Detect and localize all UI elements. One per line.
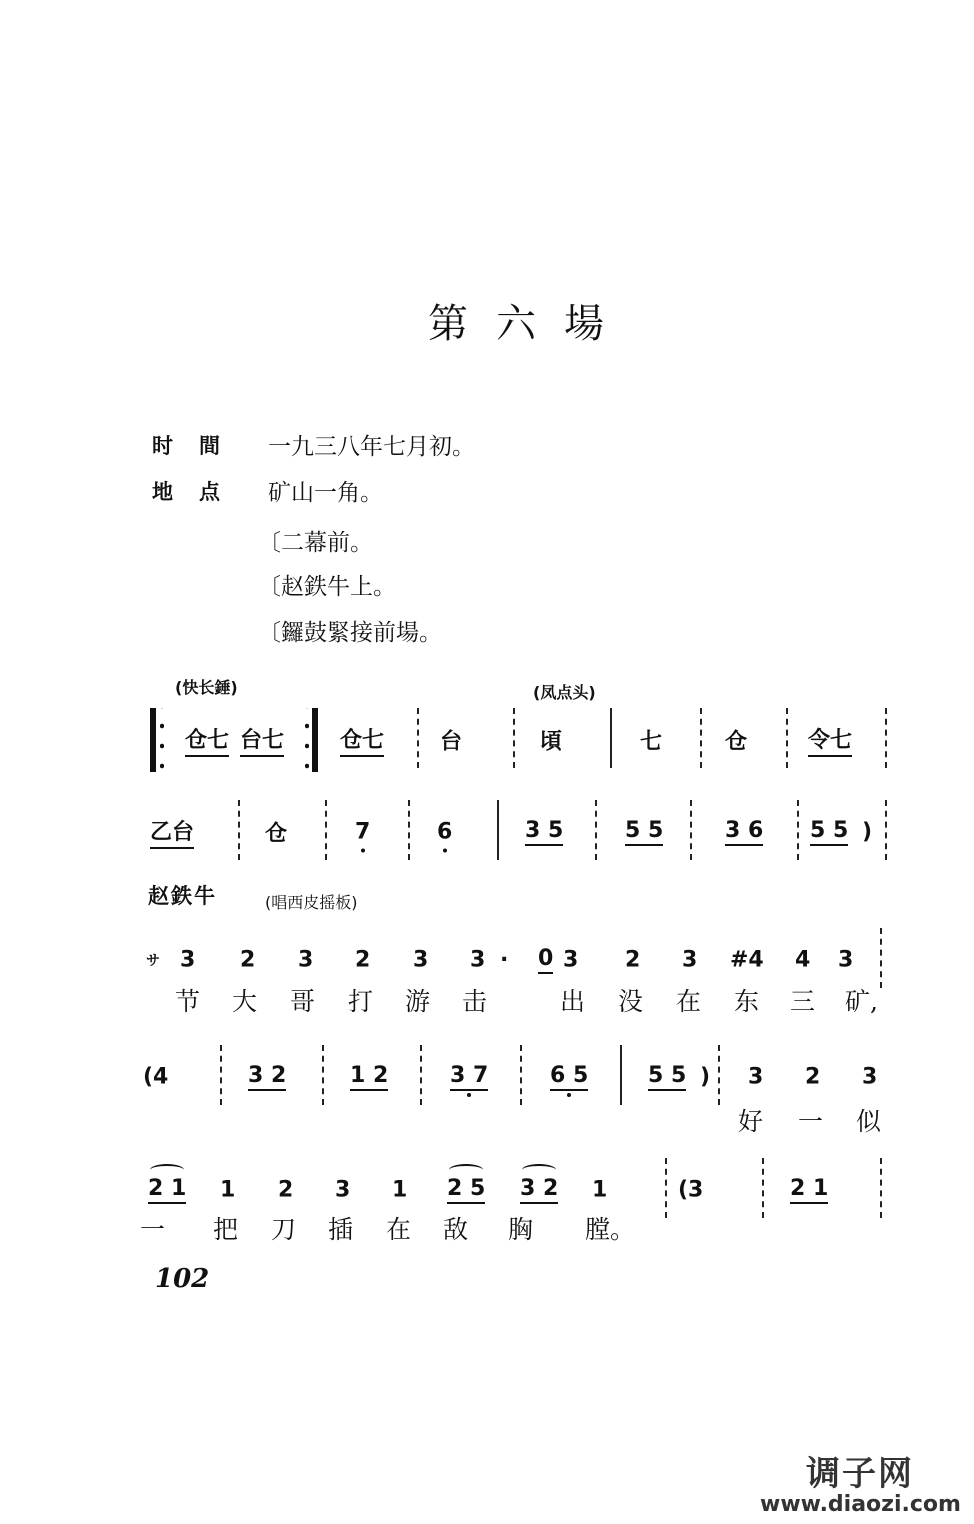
note: 3 2 xyxy=(248,1063,286,1091)
stage-direction: 〔鑼鼓緊接前場。 xyxy=(258,620,442,646)
barline xyxy=(665,1158,667,1218)
note: 3 xyxy=(413,947,429,973)
barline xyxy=(762,1158,764,1218)
note: 七 xyxy=(640,729,663,755)
barline xyxy=(520,1045,522,1105)
note: 3 xyxy=(470,947,486,973)
repeat-barline xyxy=(160,708,164,772)
lyric-char: 刀 xyxy=(271,1215,297,1244)
lyric-char: 敌 xyxy=(443,1215,469,1244)
lyric-char: 似 xyxy=(856,1107,882,1136)
note: 2 1 xyxy=(148,1176,186,1204)
slur-arc xyxy=(522,1164,556,1176)
lyric-char: 三 xyxy=(790,987,816,1016)
lyric-char: 一 xyxy=(798,1107,824,1136)
note: 5 5 xyxy=(625,818,663,846)
octave-dot xyxy=(467,1093,471,1097)
lyric-char: 游 xyxy=(405,987,431,1016)
note: 4 xyxy=(795,947,811,973)
note: 乙台 xyxy=(150,815,194,849)
note: 1 xyxy=(592,1177,608,1203)
lyric-char: 没 xyxy=(618,987,644,1016)
lyric-char: 一 xyxy=(140,1215,166,1244)
barline xyxy=(325,800,327,860)
slur-arc xyxy=(150,1164,184,1176)
note: 3 xyxy=(862,1064,878,1090)
barline xyxy=(620,1045,622,1105)
barline xyxy=(786,708,788,768)
note: 2 xyxy=(625,947,641,973)
lyric-char: 膛。 xyxy=(585,1215,636,1244)
singer-name: 赵鉄牛 xyxy=(148,884,217,908)
note: 1 2 xyxy=(350,1063,388,1091)
note: 仓 xyxy=(265,821,288,847)
note: 0 xyxy=(538,946,553,974)
note: 2 xyxy=(355,947,371,973)
barline xyxy=(497,800,499,860)
note: 令七 xyxy=(808,723,852,757)
watermark-logo: 调子网 xyxy=(806,1454,914,1494)
barline xyxy=(690,800,692,860)
lyric-char: 大 xyxy=(232,987,258,1016)
slur-arc xyxy=(449,1164,483,1176)
note: (4 xyxy=(143,1064,169,1090)
barline xyxy=(420,1045,422,1105)
barline xyxy=(718,1045,720,1105)
note: 6 5 xyxy=(550,1063,588,1091)
note: ) xyxy=(862,819,873,845)
note: 3 xyxy=(838,947,854,973)
note: 仓 xyxy=(725,729,748,755)
lyric-char: 哥 xyxy=(290,987,316,1016)
note: 2 xyxy=(278,1177,294,1203)
note: 3 xyxy=(335,1177,351,1203)
repeat-barline xyxy=(312,708,318,772)
note: 2 1 xyxy=(790,1176,828,1204)
note: サ xyxy=(146,953,160,969)
note: 2 xyxy=(240,947,256,973)
lyric-char: 在 xyxy=(386,1215,412,1244)
time-value: 一九三八年七月初。 xyxy=(268,434,475,460)
lyric-char: 打 xyxy=(348,987,374,1016)
note: 5 5 xyxy=(648,1063,686,1091)
repeat-barline xyxy=(150,708,156,772)
note: 7 xyxy=(355,820,370,845)
octave-dot xyxy=(443,849,447,853)
singing-style: (唱西皮摇板) xyxy=(265,893,358,912)
lyric-char: 胸 xyxy=(508,1215,534,1244)
note: 台七 xyxy=(240,723,284,757)
note: 3 7 xyxy=(450,1063,488,1091)
percussion-annotation: (凤点头) xyxy=(533,683,596,702)
barline xyxy=(595,800,597,860)
barline xyxy=(880,1158,882,1218)
barline xyxy=(880,928,882,988)
note: 2 5 xyxy=(447,1176,485,1204)
lyric-char: 在 xyxy=(676,987,702,1016)
stage-direction: 〔赵鉄牛上。 xyxy=(258,574,396,600)
watermark-url: www.diaozi.com xyxy=(760,1492,961,1517)
lyric-char: 节 xyxy=(175,987,201,1016)
note: #4 xyxy=(730,947,764,973)
barline xyxy=(322,1045,324,1105)
barline xyxy=(797,800,799,860)
octave-dot xyxy=(567,1093,571,1097)
lyric-char: 东 xyxy=(734,987,760,1016)
note: 仓七 xyxy=(185,723,229,757)
note: 3 xyxy=(563,947,579,973)
octave-dot xyxy=(361,849,365,853)
note: 頃 xyxy=(540,729,563,755)
percussion-annotation: (快长錘) xyxy=(175,678,238,697)
note: 台 xyxy=(440,729,463,755)
barline xyxy=(610,708,612,768)
note: 6 xyxy=(437,820,452,845)
note: 3 xyxy=(180,947,196,973)
note: (3 xyxy=(678,1177,704,1203)
note: ) xyxy=(700,1064,711,1090)
time-label: 时間 xyxy=(152,434,246,458)
page-number: 102 xyxy=(155,1264,210,1294)
note: 3 xyxy=(298,947,314,973)
lyric-char: 矿, xyxy=(845,987,878,1016)
note: 1 xyxy=(220,1177,236,1203)
note: 5 5 xyxy=(810,818,848,846)
barline xyxy=(513,708,515,768)
barline xyxy=(885,708,887,768)
barline xyxy=(238,800,240,860)
note: 3 xyxy=(748,1064,764,1090)
note: 3 2 xyxy=(520,1176,558,1204)
lyric-char: 击 xyxy=(462,987,488,1016)
note: · xyxy=(500,947,509,973)
note: 仓七 xyxy=(340,723,384,757)
barline xyxy=(700,708,702,768)
lyric-char: 出 xyxy=(560,987,586,1016)
barline xyxy=(417,708,419,768)
place-value: 矿山一角。 xyxy=(268,480,383,506)
lyric-char: 好 xyxy=(738,1107,764,1136)
note: 3 xyxy=(682,947,698,973)
note: 2 xyxy=(805,1064,821,1090)
barline xyxy=(885,800,887,860)
barline xyxy=(408,800,410,860)
note: 1 xyxy=(392,1177,408,1203)
lyric-char: 插 xyxy=(328,1215,354,1244)
note: 3 5 xyxy=(525,818,563,846)
stage-direction: 〔二幕前。 xyxy=(258,530,373,556)
note: 3 6 xyxy=(725,818,763,846)
barline xyxy=(220,1045,222,1105)
place-label: 地点 xyxy=(152,480,246,504)
repeat-barline xyxy=(305,708,309,772)
lyric-char: 把 xyxy=(213,1215,239,1244)
scene-title: 第六場 xyxy=(428,301,632,347)
